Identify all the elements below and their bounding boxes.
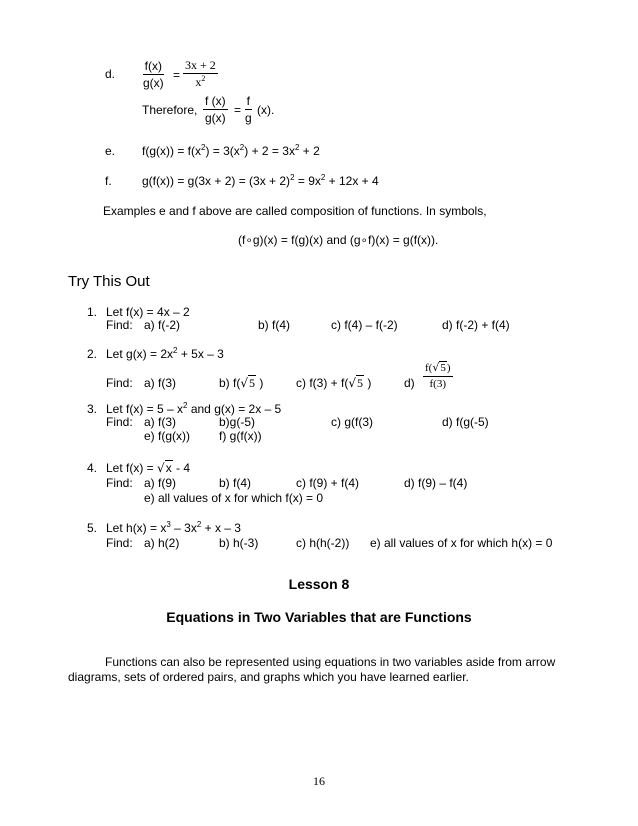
radical-sign-icon: √ [240, 376, 248, 390]
eq-exponent: 2 [290, 173, 295, 182]
problem-1-let: Let f(x) = 4x – 2 [106, 305, 190, 319]
composition-symbols: (f∘g)(x) = f(g)(x) and (g∘f)(x) = g(f(x)). [238, 233, 439, 247]
den-exponent: 2 [201, 74, 206, 83]
problem-4-d: d) f(9) – f(4) [404, 476, 468, 490]
let-part: + 5x – 3 [177, 347, 224, 361]
problem-4-number: 4. [87, 461, 98, 475]
page-number: 16 [313, 774, 325, 788]
problem-5-b: b) h(-3) [219, 536, 259, 550]
problem-2-d-label: d) [404, 376, 415, 390]
let-exponent: 2 [173, 346, 178, 355]
den-base: x [195, 75, 202, 89]
eq-part: f(g(x)) = f(x [142, 144, 201, 158]
problem-2-b [219, 377, 263, 389]
let-part: + x – 3 [201, 521, 241, 535]
lesson-paragraph-line-1: Functions can also be represented using equations in two variables aside from arrow [105, 655, 556, 669]
text-part: c) f(3) + f( [296, 376, 349, 390]
example-f-equation [142, 175, 379, 187]
text-part: ) [364, 376, 372, 390]
equals-sign: = [173, 68, 181, 82]
example-f-label: f. [105, 174, 112, 188]
problem-4-find: Find: [106, 476, 133, 490]
let-exponent: 2 [196, 520, 202, 529]
problem-4-c: c) f(9) + f(4) [296, 476, 360, 490]
problem-1-a: a) f(-2) [144, 318, 180, 332]
problem-1-c: c) f(4) – f(-2) [331, 318, 398, 332]
problem-2-find: Find: [106, 376, 133, 390]
radical-sign-icon: √ [157, 461, 165, 475]
example-e-label: e. [105, 144, 116, 158]
let-exponent: 2 [183, 401, 188, 410]
example-e-equation [142, 145, 320, 157]
problem-4-a: a) f(9) [144, 476, 177, 490]
fraction-denominator: g(x) [205, 111, 226, 125]
radicand: x [165, 461, 172, 475]
eq-part: + 12x + 4 [325, 174, 379, 188]
problem-3-b: b)g(-5) [219, 415, 256, 429]
square-root [240, 377, 256, 389]
problem-2-number: 2. [87, 347, 98, 361]
radicand: 5 [440, 362, 446, 374]
problem-3-a: a) f(3) [144, 415, 177, 429]
radicand: 5 [357, 376, 363, 390]
problem-3-number: 3. [87, 402, 98, 416]
problem-1-d: d) f(-2) + f(4) [442, 318, 510, 332]
problem-5-let [106, 522, 241, 534]
let-part: and g(x) = 2x – 5 [187, 402, 282, 416]
problem-3-c: c) g(f(3) [331, 415, 373, 429]
let-part: Let f(x) = 5 – x [106, 402, 184, 416]
eq-part: ) + 2 = 3x [244, 144, 295, 158]
let-part: – 3x [170, 521, 197, 535]
problem-5-a: a) h(2) [144, 536, 180, 550]
problem-4-e: e) all values of x for which f(x) = 0 [144, 491, 324, 505]
fraction-denominator [193, 74, 207, 88]
square-root [348, 377, 364, 389]
fraction-numerator: f (x) [205, 94, 226, 108]
eq-part: = 9x [294, 174, 321, 188]
lesson-paragraph-line-2: diagrams, sets of ordered pairs, and graphs which you have learned earlier. [68, 670, 469, 684]
eq-part: ) = 3(x [205, 144, 240, 158]
problem-1-number: 1. [87, 305, 98, 319]
problem-3-e: e) f(g(x)) [144, 429, 190, 443]
fraction-numerator: 3x + 2 [185, 58, 216, 72]
problem-1-find: Find: [106, 318, 133, 332]
problem-3-d: d) f(g(-5) [442, 415, 489, 429]
fraction-denominator: f(3) [429, 378, 446, 390]
therefore-tail: (x). [257, 103, 275, 117]
eq-exponent: 2 [320, 173, 326, 182]
example-d-label: d. [105, 67, 116, 81]
radical-sign-icon: √ [348, 376, 356, 390]
square-root [432, 362, 447, 374]
problem-1-b: b) f(4) [258, 318, 291, 332]
try-this-out-heading: Try This Out [68, 273, 150, 290]
problem-4-let [106, 462, 190, 474]
problem-5-number: 5. [87, 521, 98, 535]
let-part: Let f(x) = [106, 461, 158, 475]
text-part: f( [425, 362, 433, 374]
therefore-rhs-fraction [243, 95, 254, 124]
problem-3-f: f) g(f(x)) [219, 429, 262, 443]
let-part: Let h(x) = x [106, 521, 167, 535]
fraction-numerator: f(x) [144, 59, 162, 73]
problem-3-let [106, 403, 281, 415]
problem-3-find: Find: [106, 415, 133, 429]
eq-exponent: 2 [294, 143, 300, 152]
let-exponent: 3 [166, 520, 171, 529]
problem-4-b: b) f(4) [219, 476, 252, 490]
eq-part: g(f(x)) = g(3x + 2) = (3x + 2) [142, 174, 291, 188]
fraction-numerator [423, 362, 453, 377]
example-d-lhs-fraction [141, 60, 166, 89]
problem-5-find: Find: [106, 536, 133, 550]
let-part: Let g(x) = 2x [106, 347, 174, 361]
composition-sentence: Examples e and f above are called composition of functions. In symbols, [103, 204, 487, 218]
square-root [157, 462, 173, 474]
radicand: 5 [249, 376, 255, 390]
let-part: - 4 [172, 461, 191, 475]
eq-exponent: 2 [201, 143, 206, 152]
lesson-number: Lesson 8 [288, 576, 350, 592]
text-part: ) [256, 376, 264, 390]
problem-5-c: c) h(h(-2)) [296, 536, 350, 550]
therefore-lhs-fraction [203, 95, 228, 124]
fraction-denominator: g(x) [143, 76, 164, 90]
equals-sign: = [234, 103, 242, 117]
text-part: ) [446, 362, 451, 374]
text-part: b) f( [219, 376, 241, 390]
radical-sign-icon: √ [432, 361, 440, 374]
fraction-numerator: f [246, 94, 251, 108]
problem-2-let [106, 348, 224, 360]
eq-exponent: 2 [239, 143, 245, 152]
therefore-label: Therefore, [142, 103, 198, 117]
problem-2-a: a) f(3) [144, 376, 177, 390]
eq-part: + 2 [299, 144, 320, 158]
fraction-denominator: g [245, 111, 252, 125]
example-d-rhs-fraction [183, 59, 218, 88]
lesson-title: Equations in Two Variables that are Functions [166, 609, 472, 625]
problem-5-e: e) all values of x for which h(x) = 0 [370, 536, 553, 550]
problem-2-c [296, 377, 371, 389]
problem-2-d-fraction [423, 362, 453, 390]
